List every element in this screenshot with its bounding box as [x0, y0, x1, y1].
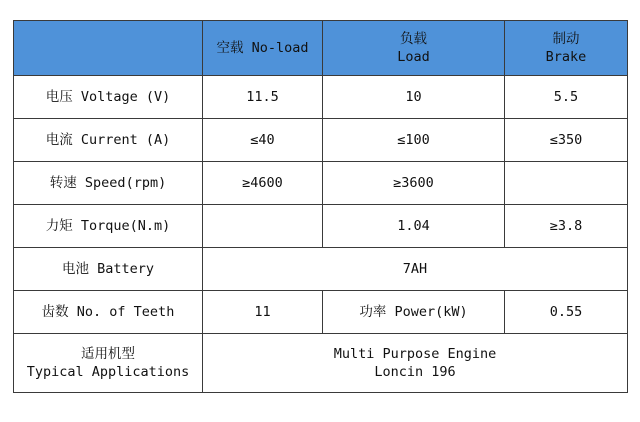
row-label-voltage: 电压 Voltage (V)	[14, 76, 203, 119]
torque-brake: ≥3.8	[505, 205, 628, 248]
current-load: ≤100	[323, 119, 505, 162]
applications-label-cn: 适用机型	[81, 346, 135, 362]
speed-brake	[505, 162, 628, 205]
table-row-voltage	[14, 76, 628, 119]
row-label-teeth: 齿数 No. of Teeth	[14, 291, 203, 334]
torque-noload	[203, 205, 323, 248]
battery-value: 7AH	[203, 248, 628, 291]
applications-label-en: Typical Applications	[26, 364, 190, 380]
header-load-cn: 负载	[400, 31, 427, 47]
power-value: 0.55	[505, 291, 628, 334]
speed-noload: ≥4600	[203, 162, 323, 205]
header-brake	[505, 21, 628, 76]
row-label-battery: 电池 Battery	[14, 248, 203, 291]
voltage-load: 10	[323, 76, 505, 119]
row-label-applications	[14, 334, 203, 393]
row-label-speed: 转速 Speed(rpm)	[14, 162, 203, 205]
voltage-brake: 5.5	[505, 76, 628, 119]
torque-load: 1.04	[323, 205, 505, 248]
power-label: 功率 Power(kW)	[323, 291, 505, 334]
current-noload: ≤40	[203, 119, 323, 162]
voltage-noload: 11.5	[203, 76, 323, 119]
speed-load: ≥3600	[323, 162, 505, 205]
table-row-torque	[14, 205, 628, 248]
header-load-en: Load	[397, 49, 430, 65]
applications-line1: Multi Purpose Engine	[333, 346, 497, 362]
teeth-value: 11	[203, 291, 323, 334]
table-row-teeth	[14, 291, 628, 334]
table-row-speed	[14, 162, 628, 205]
table-row-current	[14, 119, 628, 162]
header-empty-cell	[14, 21, 203, 76]
row-label-torque: 力矩 Torque(N.m)	[14, 205, 203, 248]
table-row-battery	[14, 248, 628, 291]
header-noload: 空载 No-load	[203, 21, 323, 76]
row-label-current: 电流 Current (A)	[14, 119, 203, 162]
current-brake: ≤350	[505, 119, 628, 162]
applications-line2: Loncin 196	[374, 364, 456, 380]
applications-value	[203, 334, 628, 393]
header-brake-en: Brake	[545, 49, 587, 65]
table-row-applications	[14, 334, 628, 393]
spec-table	[13, 20, 628, 393]
header-brake-cn: 制动	[552, 31, 580, 47]
header-load	[323, 21, 505, 76]
header-row	[14, 21, 628, 76]
